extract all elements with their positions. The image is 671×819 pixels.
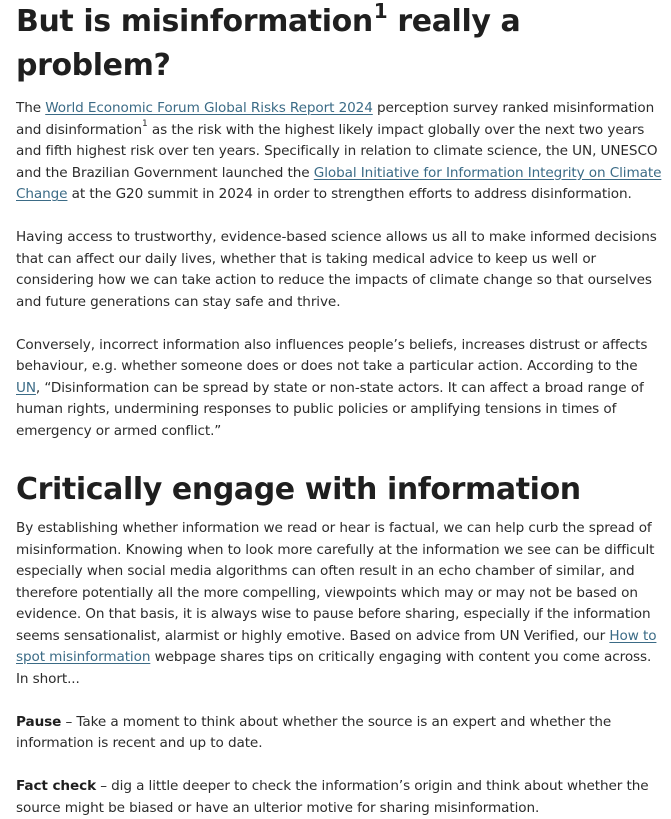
link-un[interactable]: UN (16, 379, 36, 396)
article-content (16, 0, 664, 819)
paragraph-text: The (16, 100, 46, 116)
paragraph-global-risks (16, 98, 664, 206)
link-global-initiative[interactable]: Global Initiative for Information Integrity on Climate Change (16, 164, 662, 202)
paragraph-text: as the risk with the highest likely impact globally over the next two years and fifth highest risk over ten years. Specifically in relation to climate science, the UN, UNESCO and the Brazilian Government launched the (16, 121, 658, 181)
paragraph-text: at the G20 summit in 2024 in order to strengthen efforts to address disinformation. (67, 186, 632, 202)
paragraph-trustworthy-science: Having access to trustworthy, evidence-based science allows us all to make informed decisions that can affect our daily lives, whether that is taking medical advice to keep us well or considering how we can take action to reduce the impacts of climate change so that ourselves and future generations can stay safe and thrive. (16, 229, 657, 310)
footnote-marker[interactable]: 1 (142, 118, 148, 129)
heading-text-end: really a problem? (16, 4, 521, 83)
tip-label-fact-check: Fact check (16, 778, 97, 794)
paragraph-text: Conversely, incorrect information also influences people’s beliefs, increases distrust or affects behaviour, e.g. whether someone does or does not take a particular action. According to the (16, 336, 648, 374)
heading-footnote-marker[interactable]: 1 (373, 0, 388, 23)
paragraph-text: perception survey ranked misinformation and disinformation (16, 100, 655, 138)
link-global-risks-report[interactable]: World Economic Forum Global Risks Report 2024 (45, 100, 373, 116)
link-how-to-spot-misinformation[interactable]: How to spot misinformation (16, 627, 657, 665)
paragraph-pause-tip (16, 712, 664, 755)
tip-text: – Take a moment to think about whether the source is an expert and whether the information is recent and up to date. (16, 713, 612, 751)
paragraph-text: , “Disinformation can be spread by state or non-state actors. It can affect a broad range of human rights, undermining responses to public policies or amplifying tensions in times of emergency or armed conflict.” (16, 379, 644, 439)
paragraph-text: webpage shares tips on critically engaging with content you come across. In short... (16, 649, 652, 687)
paragraph-text: By establishing whether information we read or hear is factual, we can help curb the spread of misinformation. Knowing when to look more carefully at the information we see can be difficult especially when social media algorithms can often result in an echo chamber of similar, and therefore potentially all the more compelling, viewpoints which may or may not be based on evidence. On that basis, it is always wise to pause before sharing, especially if the information seems sensationalist, alarmist or highly emotive. Based on advice from UN Verified, our (16, 520, 655, 644)
paragraph-fact-check-tip (16, 776, 664, 819)
paragraph-incorrect-information (16, 335, 664, 443)
tip-text: – dig a little deeper to check the information’s origin and think about whether the source might be biased or have an ulterior motive for sharing misinformation. (16, 778, 649, 816)
tip-label-pause: Pause (16, 713, 62, 730)
heading-misinformation-problem (16, 0, 664, 88)
heading-critically-engage: Critically engage with information (16, 472, 581, 507)
heading-text: But is misinformation (16, 4, 373, 39)
paragraph-establishing-facts (16, 518, 664, 690)
